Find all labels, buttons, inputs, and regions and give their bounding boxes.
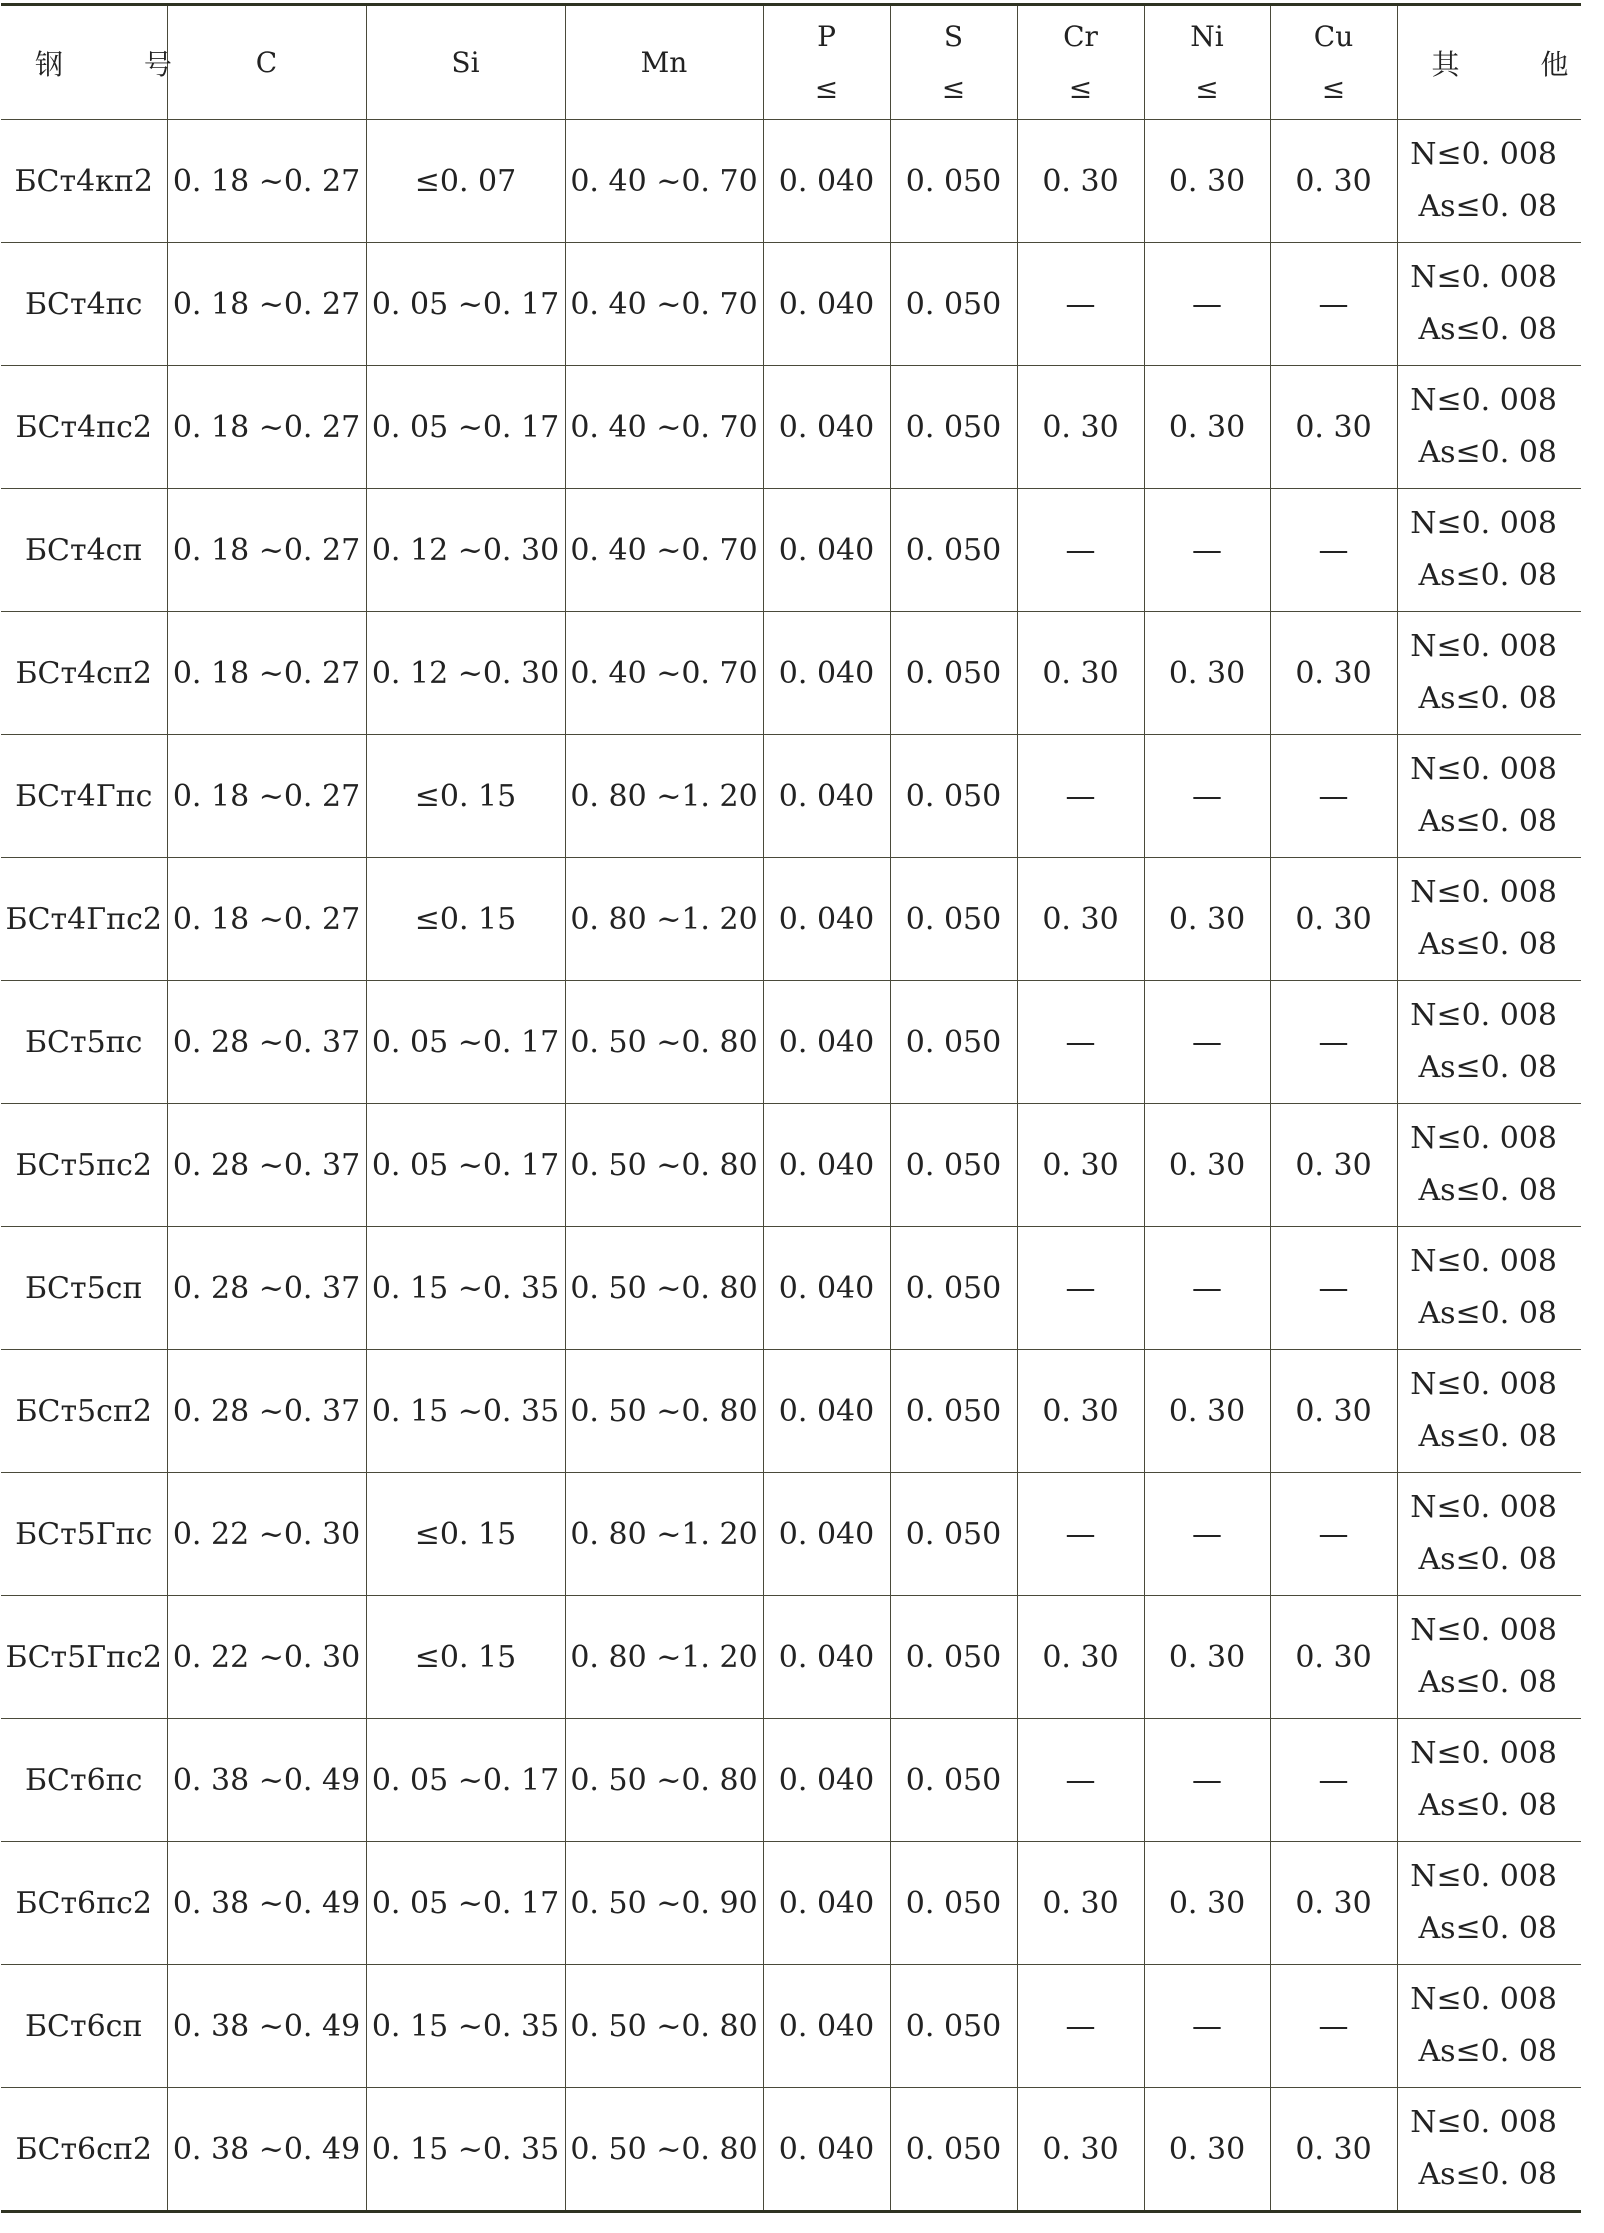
chemical-composition-table [1, 3, 1604, 2213]
cell-si: 0. 05 ~0. 17 [366, 243, 565, 366]
cell-s: 0. 050 [890, 858, 1017, 981]
cell-grade: БСт6сп2 [1, 2088, 167, 2212]
cell-other-n: N≤0. 008 [1410, 752, 1557, 787]
table-row [1, 981, 1581, 1104]
cell-cr: — [1017, 1965, 1144, 2088]
cell-ni: 0. 30 [1144, 858, 1270, 981]
cell-other-n: N≤0. 008 [1410, 260, 1557, 295]
cell-cr: — [1017, 735, 1144, 858]
cell-si: ≤0. 15 [366, 735, 565, 858]
cell-cr: 0. 30 [1017, 1104, 1144, 1227]
cell-cr: 0. 30 [1017, 1350, 1144, 1473]
cell-other-n: N≤0. 008 [1410, 1121, 1557, 1156]
cell-p: 0. 040 [763, 1719, 890, 1842]
cell-other-n: N≤0. 008 [1410, 2105, 1557, 2140]
cell-s: 0. 050 [890, 1842, 1017, 1965]
cell-p: 0. 040 [763, 489, 890, 612]
cell-mn: 0. 80 ~1. 20 [565, 735, 763, 858]
cell-grade: БСт4кп2 [1, 120, 167, 243]
cell-cr: 0. 30 [1017, 612, 1144, 735]
cell-c: 0. 18 ~0. 27 [167, 120, 366, 243]
cell-p: 0. 040 [763, 1596, 890, 1719]
cell-grade: БСт4сп [1, 489, 167, 612]
table-row [1, 366, 1581, 489]
cell-mn: 0. 50 ~0. 80 [565, 1227, 763, 1350]
cell-cu: — [1270, 1965, 1397, 2088]
cell-s: 0. 050 [890, 735, 1017, 858]
cell-ni: — [1144, 243, 1270, 366]
cell-grade: БСт5сп2 [1, 1350, 167, 1473]
cell-s: 0. 050 [890, 1350, 1017, 1473]
header-s-max-symbol: ≤ [941, 71, 966, 105]
cell-ni: 0. 30 [1144, 1104, 1270, 1227]
header-s [890, 5, 1017, 120]
cell-mn: 0. 40 ~0. 70 [565, 612, 763, 735]
cell-other-n: N≤0. 008 [1410, 1859, 1557, 1894]
cell-s: 0. 050 [890, 1227, 1017, 1350]
cell-other-n: N≤0. 008 [1410, 629, 1557, 664]
table-row [1, 2088, 1581, 2212]
header-cr-label: Cr [1063, 19, 1098, 53]
cell-mn: 0. 50 ~0. 80 [565, 981, 763, 1104]
table-header [1, 5, 1604, 120]
cell-ni: 0. 30 [1144, 2088, 1270, 2212]
cell-p: 0. 040 [763, 981, 890, 1104]
cell-p: 0. 040 [763, 1842, 890, 1965]
cell-other-as: As≤0. 08 [1418, 1542, 1557, 1577]
cell-grade: БСт5сп [1, 1227, 167, 1350]
cell-s: 0. 050 [890, 489, 1017, 612]
cell-other [1397, 1842, 1581, 1965]
cell-grade: БСт6пс [1, 1719, 167, 1842]
cell-s: 0. 050 [890, 2088, 1017, 2212]
cell-si: 0. 15 ~0. 35 [366, 2088, 565, 2212]
cell-cu: 0. 30 [1270, 366, 1397, 489]
cell-other [1397, 981, 1581, 1104]
cell-cr: — [1017, 981, 1144, 1104]
cell-cr: 0. 30 [1017, 366, 1144, 489]
cell-other [1397, 1596, 1581, 1719]
cell-cr: 0. 30 [1017, 2088, 1144, 2212]
cell-p: 0. 040 [763, 858, 890, 981]
cell-c: 0. 28 ~0. 37 [167, 1350, 366, 1473]
cell-ni: 0. 30 [1144, 612, 1270, 735]
cell-s: 0. 050 [890, 1596, 1017, 1719]
cell-other-as: As≤0. 08 [1418, 558, 1557, 593]
cell-cr: — [1017, 489, 1144, 612]
cell-p: 0. 040 [763, 2088, 890, 2212]
table-row [1, 1596, 1581, 1719]
cell-mn: 0. 50 ~0. 80 [565, 1350, 763, 1473]
cell-p: 0. 040 [763, 366, 890, 489]
cell-other-as: As≤0. 08 [1418, 1665, 1557, 1700]
cell-mn: 0. 50 ~0. 80 [565, 1719, 763, 1842]
header-other [1397, 5, 1604, 120]
cell-ni: 0. 30 [1144, 1596, 1270, 1719]
cell-mn: 0. 40 ~0. 70 [565, 120, 763, 243]
cell-other-n: N≤0. 008 [1410, 1613, 1557, 1648]
cell-si: 0. 05 ~0. 17 [366, 366, 565, 489]
cell-p: 0. 040 [763, 612, 890, 735]
cell-si: ≤0. 07 [366, 120, 565, 243]
cell-cu: — [1270, 243, 1397, 366]
cell-c: 0. 28 ~0. 37 [167, 981, 366, 1104]
cell-cr: 0. 30 [1017, 120, 1144, 243]
cell-cr: — [1017, 1227, 1144, 1350]
cell-p: 0. 040 [763, 1965, 890, 2088]
cell-ni: — [1144, 489, 1270, 612]
cell-other-as: As≤0. 08 [1418, 189, 1557, 224]
cell-other-as: As≤0. 08 [1418, 2157, 1557, 2192]
cell-other-as: As≤0. 08 [1418, 681, 1557, 716]
cell-other [1397, 612, 1581, 735]
header-cr-max-symbol: ≤ [1068, 71, 1093, 105]
cell-c: 0. 38 ~0. 49 [167, 1842, 366, 1965]
table-row [1, 489, 1581, 612]
table-row [1, 858, 1581, 981]
header-other-label: 其 他 [1431, 47, 1604, 81]
cell-ni: 0. 30 [1144, 366, 1270, 489]
cell-other [1397, 735, 1581, 858]
table-row [1, 1227, 1581, 1350]
table-row [1, 1104, 1581, 1227]
header-p-label: P [817, 19, 836, 53]
cell-si: 0. 15 ~0. 35 [366, 1227, 565, 1350]
cell-si: 0. 12 ~0. 30 [366, 489, 565, 612]
cell-si: ≤0. 15 [366, 858, 565, 981]
cell-other [1397, 2088, 1581, 2212]
cell-other [1397, 243, 1581, 366]
cell-cu: 0. 30 [1270, 1842, 1397, 1965]
cell-other-as: As≤0. 08 [1418, 1788, 1557, 1823]
cell-grade: БСт4пс2 [1, 366, 167, 489]
cell-other [1397, 1350, 1581, 1473]
cell-grade: БСт5пс2 [1, 1104, 167, 1227]
cell-other-n: N≤0. 008 [1410, 1736, 1557, 1771]
cell-si: 0. 05 ~0. 17 [366, 1104, 565, 1227]
cell-cu: — [1270, 735, 1397, 858]
cell-c: 0. 22 ~0. 30 [167, 1596, 366, 1719]
table-row [1, 1842, 1581, 1965]
cell-c: 0. 22 ~0. 30 [167, 1473, 366, 1596]
cell-ni: — [1144, 735, 1270, 858]
cell-grade: БСт5пс [1, 981, 167, 1104]
cell-cu: — [1270, 1473, 1397, 1596]
header-grade-label: 钢 号 [35, 47, 208, 81]
cell-mn: 0. 40 ~0. 70 [565, 489, 763, 612]
cell-s: 0. 050 [890, 1719, 1017, 1842]
header-ni [1144, 5, 1270, 120]
cell-other [1397, 489, 1581, 612]
cell-si: 0. 12 ~0. 30 [366, 612, 565, 735]
cell-si: ≤0. 15 [366, 1596, 565, 1719]
cell-cu: — [1270, 1719, 1397, 1842]
cell-cu: 0. 30 [1270, 858, 1397, 981]
cell-c: 0. 38 ~0. 49 [167, 1965, 366, 2088]
cell-cu: — [1270, 981, 1397, 1104]
cell-cr: 0. 30 [1017, 1596, 1144, 1719]
cell-p: 0. 040 [763, 1227, 890, 1350]
cell-s: 0. 050 [890, 120, 1017, 243]
cell-s: 0. 050 [890, 1473, 1017, 1596]
cell-s: 0. 050 [890, 366, 1017, 489]
cell-c: 0. 18 ~0. 27 [167, 243, 366, 366]
table-row [1, 1719, 1581, 1842]
cell-other-as: As≤0. 08 [1418, 1419, 1557, 1454]
header-ni-max-symbol: ≤ [1195, 71, 1219, 105]
cell-p: 0. 040 [763, 120, 890, 243]
cell-cu: 0. 30 [1270, 612, 1397, 735]
cell-mn: 0. 50 ~0. 80 [565, 1104, 763, 1227]
table-body [1, 120, 1581, 2212]
cell-ni: — [1144, 1227, 1270, 1350]
cell-mn: 0. 80 ~1. 20 [565, 1596, 763, 1719]
cell-p: 0. 040 [763, 1473, 890, 1596]
cell-c: 0. 28 ~0. 37 [167, 1104, 366, 1227]
cell-other [1397, 366, 1581, 489]
cell-cu: — [1270, 489, 1397, 612]
cell-cu: 0. 30 [1270, 1596, 1397, 1719]
table-row [1, 243, 1581, 366]
cell-cu: — [1270, 1227, 1397, 1350]
cell-cu: 0. 30 [1270, 120, 1397, 243]
cell-other-as: As≤0. 08 [1418, 312, 1557, 347]
cell-other-as: As≤0. 08 [1418, 804, 1557, 839]
cell-grade: БСт4сп2 [1, 612, 167, 735]
cell-cr: — [1017, 1473, 1144, 1596]
cell-c: 0. 18 ~0. 27 [167, 366, 366, 489]
header-row [1, 5, 1581, 120]
cell-mn: 0. 40 ~0. 70 [565, 366, 763, 489]
cell-other [1397, 1227, 1581, 1350]
cell-p: 0. 040 [763, 243, 890, 366]
header-grade [1, 5, 208, 120]
cell-c: 0. 38 ~0. 49 [167, 2088, 366, 2212]
table-row [1, 120, 1581, 243]
header-si: Si [366, 5, 565, 120]
cell-other-as: As≤0. 08 [1418, 1050, 1557, 1085]
header-cr [1017, 5, 1144, 120]
cell-s: 0. 050 [890, 1965, 1017, 2088]
table-row [1, 1965, 1581, 2088]
table-row [1, 1473, 1581, 1596]
cell-grade: БСт5Гпс [1, 1473, 167, 1596]
cell-cu: 0. 30 [1270, 2088, 1397, 2212]
cell-mn: 0. 80 ~1. 20 [565, 1473, 763, 1596]
cell-ni: — [1144, 1473, 1270, 1596]
cell-cu: 0. 30 [1270, 1350, 1397, 1473]
cell-other [1397, 1473, 1581, 1596]
cell-other-n: N≤0. 008 [1410, 1982, 1557, 2017]
cell-grade: БСт5Гпс2 [1, 1596, 167, 1719]
table-row [1, 612, 1581, 735]
cell-other [1397, 858, 1581, 981]
cell-p: 0. 040 [763, 1350, 890, 1473]
cell-cr: — [1017, 243, 1144, 366]
cell-other-n: N≤0. 008 [1410, 1367, 1557, 1402]
cell-other-n: N≤0. 008 [1410, 383, 1557, 418]
cell-mn: 0. 50 ~0. 90 [565, 1842, 763, 1965]
cell-grade: БСт4Гпс [1, 735, 167, 858]
cell-other-as: As≤0. 08 [1418, 435, 1557, 470]
cell-grade: БСт4пс [1, 243, 167, 366]
cell-s: 0. 050 [890, 981, 1017, 1104]
cell-c: 0. 28 ~0. 37 [167, 1227, 366, 1350]
cell-other-n: N≤0. 008 [1410, 1490, 1557, 1525]
document-page [0, 3, 1604, 2213]
cell-s: 0. 050 [890, 243, 1017, 366]
cell-mn: 0. 50 ~0. 80 [565, 1965, 763, 2088]
header-cu-max-symbol: ≤ [1321, 71, 1346, 105]
cell-other-n: N≤0. 008 [1410, 137, 1557, 172]
cell-cr: 0. 30 [1017, 1842, 1144, 1965]
cell-other-as: As≤0. 08 [1418, 1911, 1557, 1946]
cell-ni: — [1144, 1719, 1270, 1842]
header-p-max-symbol: ≤ [814, 71, 839, 105]
cell-si: 0. 05 ~0. 17 [366, 1842, 565, 1965]
cell-p: 0. 040 [763, 735, 890, 858]
header-c: C [167, 5, 366, 120]
cell-c: 0. 18 ~0. 27 [167, 612, 366, 735]
cell-si: 0. 15 ~0. 35 [366, 1965, 565, 2088]
cell-cr: — [1017, 1719, 1144, 1842]
cell-s: 0. 050 [890, 1104, 1017, 1227]
cell-mn: 0. 50 ~0. 80 [565, 2088, 763, 2212]
header-s-label: S [943, 19, 964, 53]
cell-ni: — [1144, 981, 1270, 1104]
cell-other-as: As≤0. 08 [1418, 1173, 1557, 1208]
cell-grade: БСт6пс2 [1, 1842, 167, 1965]
cell-ni: — [1144, 1965, 1270, 2088]
cell-mn: 0. 40 ~0. 70 [565, 243, 763, 366]
cell-other [1397, 1719, 1581, 1842]
cell-c: 0. 18 ~0. 27 [167, 735, 366, 858]
cell-other-as: As≤0. 08 [1418, 927, 1557, 962]
cell-other [1397, 120, 1581, 243]
cell-grade: БСт4Гпс2 [1, 858, 167, 981]
cell-si: 0. 05 ~0. 17 [366, 1719, 565, 1842]
header-cu-label: Cu [1313, 19, 1354, 53]
cell-c: 0. 18 ~0. 27 [167, 858, 366, 981]
cell-other-as: As≤0. 08 [1418, 2034, 1557, 2069]
cell-other-as: As≤0. 08 [1418, 1296, 1557, 1331]
cell-other [1397, 1104, 1581, 1227]
cell-mn: 0. 80 ~1. 20 [565, 858, 763, 981]
cell-other-n: N≤0. 008 [1410, 506, 1557, 541]
cell-grade: БСт6сп [1, 1965, 167, 2088]
cell-ni: 0. 30 [1144, 120, 1270, 243]
table-row [1, 1350, 1581, 1473]
cell-other-n: N≤0. 008 [1410, 875, 1557, 910]
cell-cu: 0. 30 [1270, 1104, 1397, 1227]
cell-si: 0. 05 ~0. 17 [366, 981, 565, 1104]
header-p [763, 5, 890, 120]
cell-other [1397, 1965, 1581, 2088]
table-row [1, 735, 1581, 858]
header-ni-label: Ni [1190, 19, 1224, 53]
cell-c: 0. 18 ~0. 27 [167, 489, 366, 612]
cell-other-n: N≤0. 008 [1410, 998, 1557, 1033]
cell-si: 0. 15 ~0. 35 [366, 1350, 565, 1473]
header-mn: Mn [565, 5, 763, 120]
cell-p: 0. 040 [763, 1104, 890, 1227]
cell-ni: 0. 30 [1144, 1350, 1270, 1473]
header-cu [1270, 5, 1397, 120]
cell-ni: 0. 30 [1144, 1842, 1270, 1965]
cell-s: 0. 050 [890, 612, 1017, 735]
cell-other-n: N≤0. 008 [1410, 1244, 1557, 1279]
cell-cr: 0. 30 [1017, 858, 1144, 981]
cell-c: 0. 38 ~0. 49 [167, 1719, 366, 1842]
cell-si: ≤0. 15 [366, 1473, 565, 1596]
